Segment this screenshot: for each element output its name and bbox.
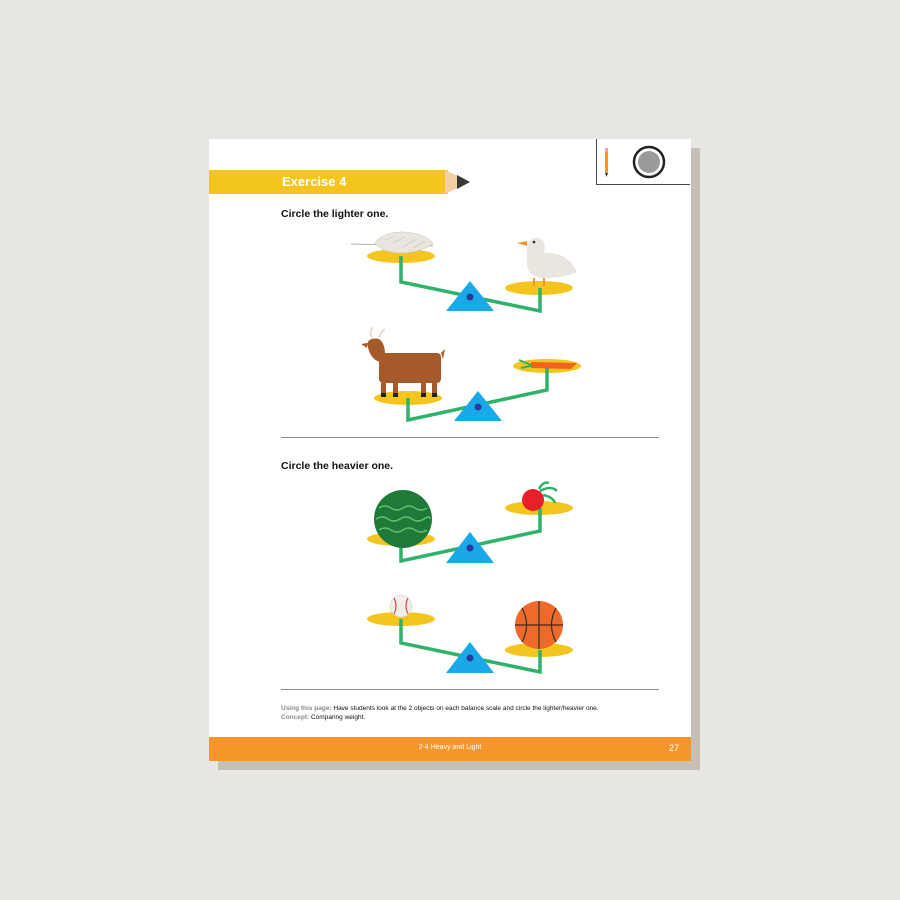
footer-title: 2-4 Heavy and Light (418, 744, 482, 751)
instruction-heavier: Circle the heavier one. (281, 460, 394, 472)
note-text-concept: Comparing weight. (310, 714, 366, 721)
watermelon-icon (374, 490, 432, 548)
baseball-icon (390, 595, 412, 617)
duck-icon (517, 238, 577, 286)
balance-scale-watermelon-radish (367, 483, 573, 563)
worksheet-page (209, 139, 691, 761)
note-label-concept: Concept: (281, 714, 310, 721)
section-divider (281, 689, 659, 690)
balance-scale-baseball-basketball (367, 595, 573, 673)
section-divider (281, 437, 659, 438)
basketball-icon (515, 601, 563, 649)
note-label-using: Using this page: (281, 705, 332, 712)
page-footer (209, 737, 691, 761)
page-number: 27 (668, 743, 679, 753)
balance-scale-goat-carrot (361, 327, 581, 421)
note-text-using: Have students look at the 2 objects on each balance scale and circle the lighter/heavier one. (333, 705, 599, 712)
feather-icon (351, 232, 433, 253)
exercise-title: Exercise 4 (282, 174, 347, 189)
balance-scale-feather-duck (351, 232, 577, 311)
instruction-lighter: Circle the lighter one. (281, 208, 389, 220)
goat-icon (361, 327, 445, 397)
balance-scales-illustration (209, 139, 691, 699)
teacher-note (281, 704, 661, 722)
